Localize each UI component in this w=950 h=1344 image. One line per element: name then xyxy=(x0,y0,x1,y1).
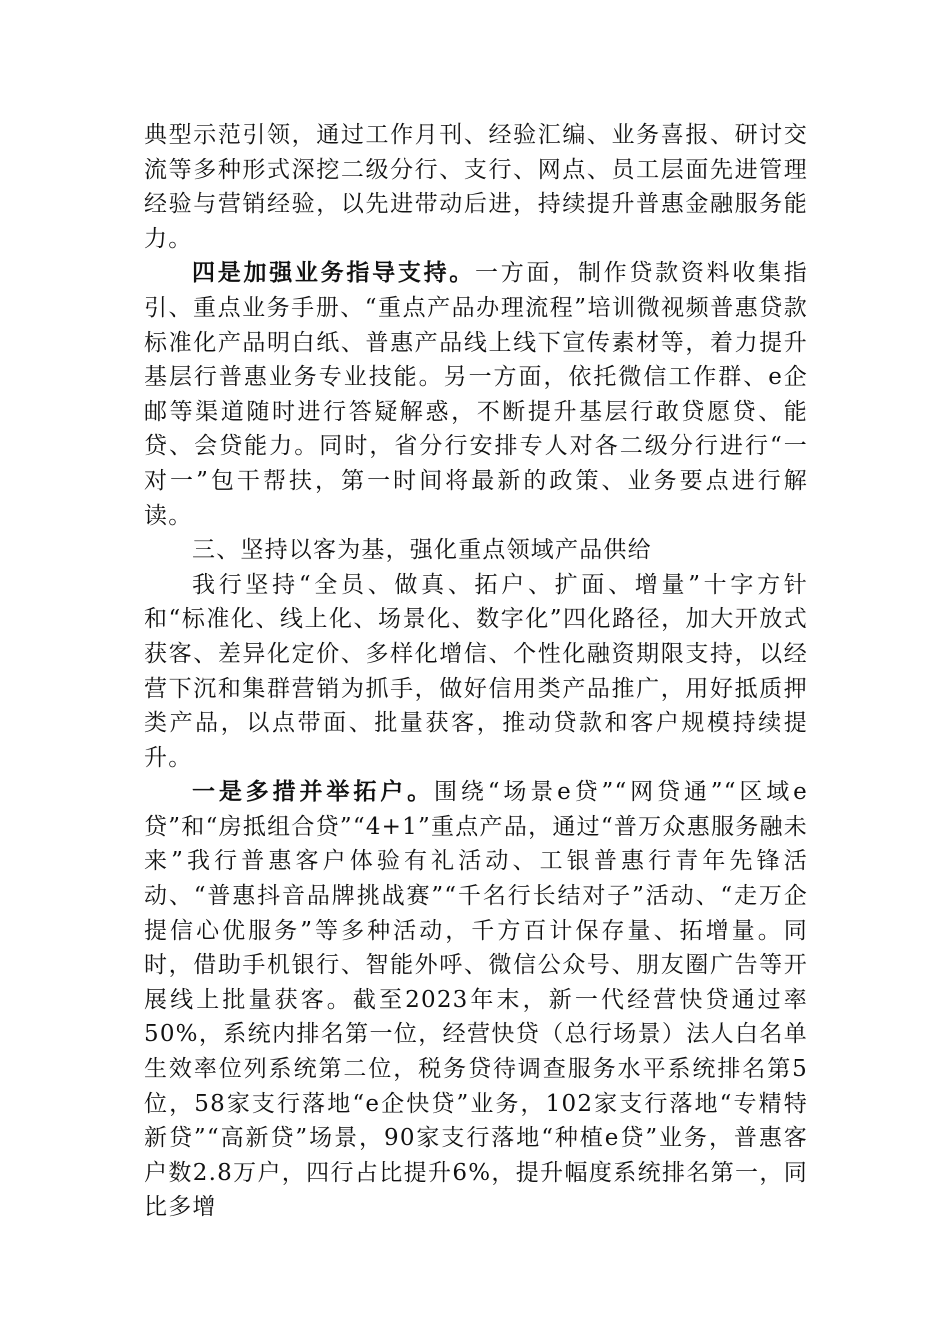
paragraph-4 xyxy=(144,775,808,1225)
paragraph-2-lead: 四是加强业务指导支持。 xyxy=(192,260,476,287)
paragraph-3 xyxy=(144,568,808,776)
paragraph-4-text: 围绕“场景e贷”“网贷通”“区域e贷”和“房抵组合贷”“4+1”重点产品，通过“普万众惠服务融未来”我行普惠客户体验有礼活动、工银普惠行青年先锋活动、“普惠抖音品牌挑战赛”“千名行长结对子”活动、“走万企提信心优服务”等多种活动，千方百计保存量、拓增量。同时，借助手机银行、智能外呼、微信公众号、朋友圈广告等开展线上批量获客。截至2023年末，新一代经营快贷通过率50%，系统内排名第一位，经营快贷（总行场景）法人白名单生效率位列系统第二位，税务贷待调查服务水平系统排名第5位，58家支行落地“e企快贷”业务，102家支行落地“专精特新贷”“高新贷”场景，90家支行落地“种植e贷”业务，普惠客户数2.8万户，四行占比提升6%，提升幅度系统排名第一，同比多增 xyxy=(144,779,808,1221)
paragraph-2-text: 一方面，制作贷款资料收集指引、重点业务手册、“重点产品办理流程”培训微视频普惠贷款标准化产品明白纸、普惠产品线上线下宣传素材等，着力提升基层行普惠业务专业技能。另一方面，依托微信工作群、e企邮等渠道随时进行答疑解惑，不断提升基层行敢贷愿贷、能贷、会贷能力。同时，省分行安排专人对各二级分行进行“一对一”包干帮扶，第一时间将最新的政策、业务要点进行解读。 xyxy=(144,260,808,529)
paragraph-4-lead: 一是多措并举拓户。 xyxy=(192,779,434,806)
document-body xyxy=(144,118,808,1225)
paragraph-2 xyxy=(144,256,808,533)
paragraph-3-text: 我行坚持“全员、做真、拓户、扩面、增量”十字方针和“标准化、线上化、场景化、数字化”四化路径，加大开放式获客、差异化定价、多样化增信、个性化融资期限支持，以经营下沉和集群营销为抓手，做好信用类产品推广，用好抵质押类产品，以点带面、批量获客，推动贷款和客户规模持续提升。 xyxy=(144,571,808,771)
paragraph-1 xyxy=(144,118,808,256)
paragraph-1-text: 典型示范引领，通过工作月刊、经验汇编、业务喜报、研讨交流等多种形式深挖二级分行、支行、网点、员工层面先进管理经验与营销经验，以先进带动后进，持续提升普惠金融服务能力。 xyxy=(144,122,808,252)
section-heading-3: 三、坚持以客为基，强化重点领域产品供给 xyxy=(192,537,652,564)
